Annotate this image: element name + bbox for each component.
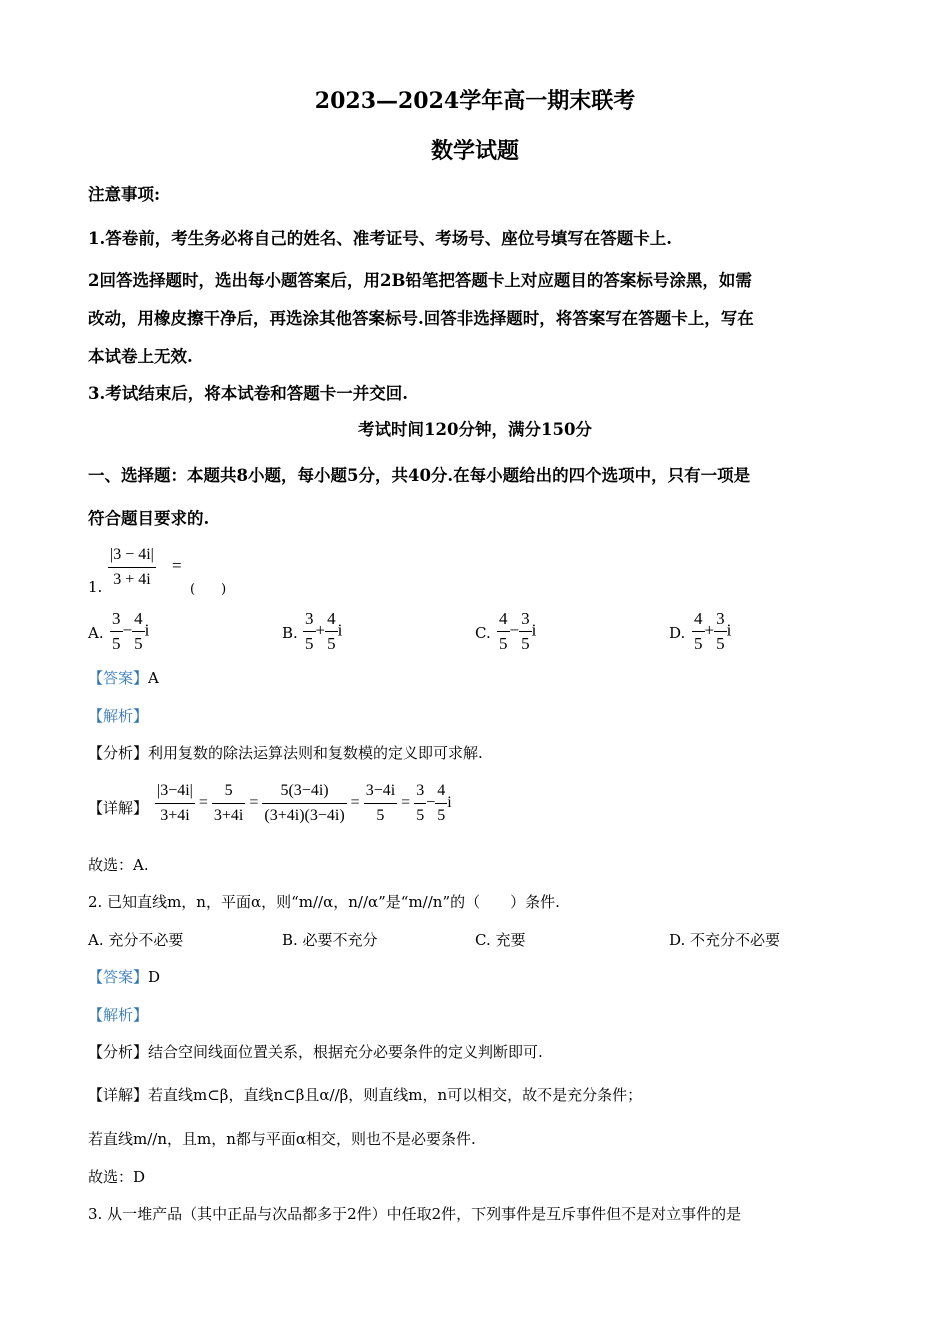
q2-option-c: C. 充要 [475,931,526,949]
page-title: 2023—2024学年高一期末联考 [314,88,636,114]
q1-paren: ( ) [190,582,227,597]
q2-option-d: D. 不充分不必要 [669,931,781,949]
q1-option-d: $\frac{4}{5}$ + $\frac{3}{5}$ i [694,609,732,653]
q1-option-a-label: A. [88,624,104,642]
q1-option-c: $\frac{4}{5}$ − $\frac{3}{5}$ i [499,609,537,653]
q2-conclusion: 故选：D [88,1168,146,1186]
q2-answer-row [88,966,160,987]
q2-answer-tag: 【答案】 [88,968,149,986]
q2-fenxi-tag: 【分析】 [88,1043,149,1061]
q1-answer: A [148,669,159,687]
q2-fenxi: 结合空间线面位置关系，根据充分必要条件的定义判断即可. [148,1043,543,1061]
q2-detail-2: 若直线m//n，且m，n都与平面α相交，则也不是必要条件. [88,1130,476,1148]
note-1: 1.答卷前，考生务必将自己的姓名、准考证号、考场号、座位号填写在答题卡上. [88,229,672,248]
q1-denominator: 3 + 4i [113,571,151,588]
q1-numerator: |3 − 4i| [108,544,156,568]
q1-option-a: $\frac{3}{5}$ − $\frac{4}{5}$ i [112,609,150,653]
q1-option-d-label: D. [669,624,686,642]
question-1-expression [108,544,156,591]
q1-option-c-label: C. [475,624,491,642]
q2-detail-tag: 【详解】 [88,1086,149,1104]
q1-fenxi: 利用复数的除法运算法则和复数模的定义即可求解. [148,744,483,762]
q2-detail-1: 若直线m⊂β，直线n⊂β且α//β，则直线m，n可以相交，故不是充分条件； [148,1086,643,1104]
q2-jiexi-tag: 【解析】 [88,1006,149,1024]
q1-option-b-label: B. [282,624,298,642]
exam-time: 考试时间120分钟，满分150分 [358,420,592,439]
note-3: 3.考试结束后，将本试卷和答题卡一并交回. [88,384,408,403]
q1-answer-tag: 【答案】 [88,669,149,687]
q2-detail-row-1 [88,1084,642,1105]
question-2-stem: 2. 已知直线m，n，平面α，则“m//α，n//α”是“m//n”的（ ）条件. [88,893,560,911]
page-subtitle: 数学试题 [430,138,519,164]
q1-fenxi-tag: 【分析】 [88,744,149,762]
q2-fenxi-row [88,1041,543,1062]
q1-fenxi-row [88,742,483,763]
note-2-line-1: 2回答选择题时，选出每小题答案后，用2B铅笔把答题卡上对应题目的答案标号涂黑，如需 [88,271,752,290]
q2-option-a: A. 充分不必要 [88,931,184,949]
section-1-instructions-line-2: 符合题目要求的. [88,509,210,528]
notes-heading: 注意事项: [88,185,161,204]
q1-answer-row [88,667,159,688]
q1-detail-tag: 【详解】 [88,799,149,817]
q1-jiexi-tag: 【解析】 [88,707,149,725]
question-1-number: 1. [88,578,103,596]
q2-option-b: B. 必要不充分 [282,931,378,949]
q2-answer: D [148,968,161,986]
note-2-line-2: 改动，用橡皮擦干净后，再选涂其他答案标号.回答非选择题时，将答案写在答题卡上，写在 [88,309,754,328]
q1-conclusion: 故选：A. [88,856,149,874]
section-1-instructions-line-1: 一、选择题：本题共8小题，每小题5分，共40分.在每小题给出的四个选项中，只有一项是 [88,466,751,485]
note-2-line-3: 本试卷上无效. [88,347,193,366]
q1-option-b: $\frac{3}{5}$ + $\frac{4}{5}$ i [305,609,343,653]
q1-detail-expression: $\frac{|3-4i|}{3+4i}$ = $\frac{5}{3+4i}$ = $\frac{5(3-4i)}{(3+4i)(3-4i)}$ = $\frac{3-4i}{5}$ = $\frac{3}{5}$ − $\frac{4}{5}$ i [157,782,452,824]
q1-equals: = [172,556,182,575]
question-3-stem: 3. 从一堆产品（其中正品与次品都多于2件）中任取2件，下列事件是互斥事件但不是对立事件的是 [88,1205,742,1223]
